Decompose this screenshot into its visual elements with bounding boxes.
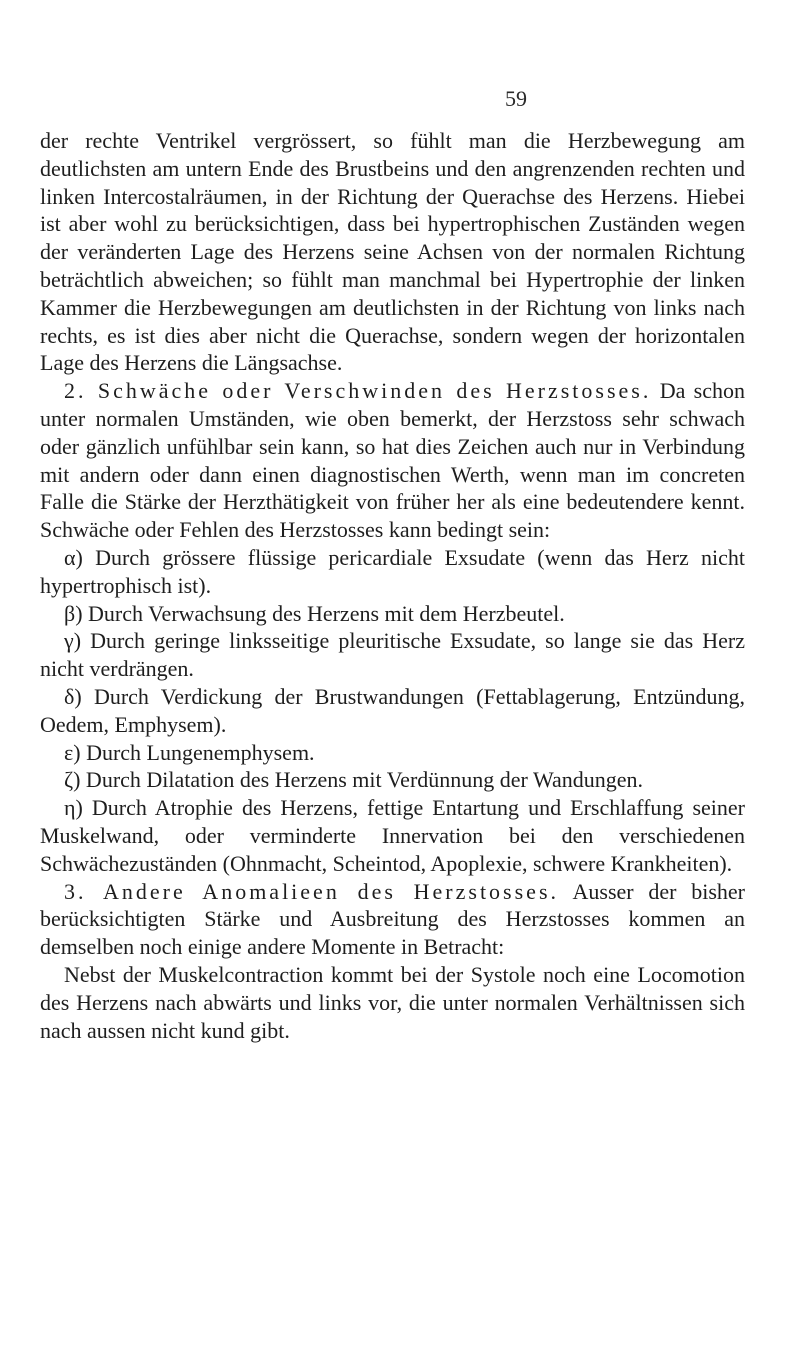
section-heading-schwaeche: 2. Schwäche oder Verschwinden des Herzstosses. [64, 378, 652, 404]
page-number: 59 [505, 86, 527, 111]
paragraph-ventrikel: der rechte Ventrikel vergrössert, so fühlt man die Herzbewegung am deutlichsten am untern Ende des Brustbeins und den angrenzenden rechten und linken Intercostalräumen, in der Richtung der Querachse des Herzens. Hiebei ist aber wohl zu berücksichtigen, dass bei hypertrophischen Zuständen wegen der veränderten Lage des Herzens seine Achsen von der normalen Richtung beträchtlich abweichen; so fühlt man manchmal bei Hypertrophie der linken Kammer die Herzbewegungen am deutlichsten in der Richtung von links nach rechts, es ist dies aber nicht die Querachse, sondern wegen der horizontalen Lage des Herzens die Längsachse. [40, 128, 745, 376]
list-item-beta: β) Durch Verwachsung des Herzens mit dem Herzbeutel. [64, 600, 565, 626]
paragraph-anomalieen-body: Ausser der bisher berücksichtigten Stärke und Ausbreitung des Herzstosses kommen an demselben noch einige andere Momente in Betracht: [40, 878, 745, 960]
list-item-gamma: γ) Durch geringe linksseitige pleuritische Exsudate, so lange sie das Herz nicht verdrängen. [40, 628, 745, 682]
list-item-delta: δ) Durch Verdickung der Brustwandungen (Fettablagerung, Entzündung, Oedem, Emphysem). [40, 683, 745, 737]
paragraph-anomalieen [40, 878, 745, 961]
list-item-alpha: α) Durch grössere flüssige pericardiale Exsudate (wenn das Herz nicht hypertrophisch ist). [40, 544, 745, 598]
list-item-epsilon: ε) Durch Lungenemphysem. [64, 739, 315, 765]
paragraph-schwaeche [40, 377, 745, 544]
list-item-eta: η) Durch Atrophie des Herzens, fettige Entartung und Erschlaffung seiner Muskelwand, oder verminderte Innervation bei den verschiedenen Schwächezuständen (Ohnmacht, Scheintod, Apoplexie, schwere Krankheiten). [40, 795, 745, 876]
paragraph-schwaeche-body: Da schon unter normalen Umständen, wie oben bemerkt, der Herzstoss sehr schwach oder gänzlich unfühlbar sein kann, so hat dies Zeichen auch nur in Verbindung mit andern oder dann einen diagnostischen Werth, wenn man im concreten Falle die Stärke der Herzthätigkeit von früher her als eine bedeutendere kennt. Schwäche oder Fehlen des Herzstosses kann bedingt sein: [40, 378, 746, 543]
paragraph-locomotion: Nebst der Muskelcontraction kommt bei der Systole noch eine Locomotion des Herzens nach abwärts und links vor, die unter normalen Verhältnissen sich nach aussen nicht kund gibt. [40, 961, 745, 1043]
page-body [40, 127, 745, 1044]
list-item-zeta: ζ) Durch Dilatation des Herzens mit Verdünnung der Wandungen. [64, 767, 643, 793]
section-heading-anomalieen: 3. Andere Anomalieen des Herzstosses. [64, 878, 559, 904]
